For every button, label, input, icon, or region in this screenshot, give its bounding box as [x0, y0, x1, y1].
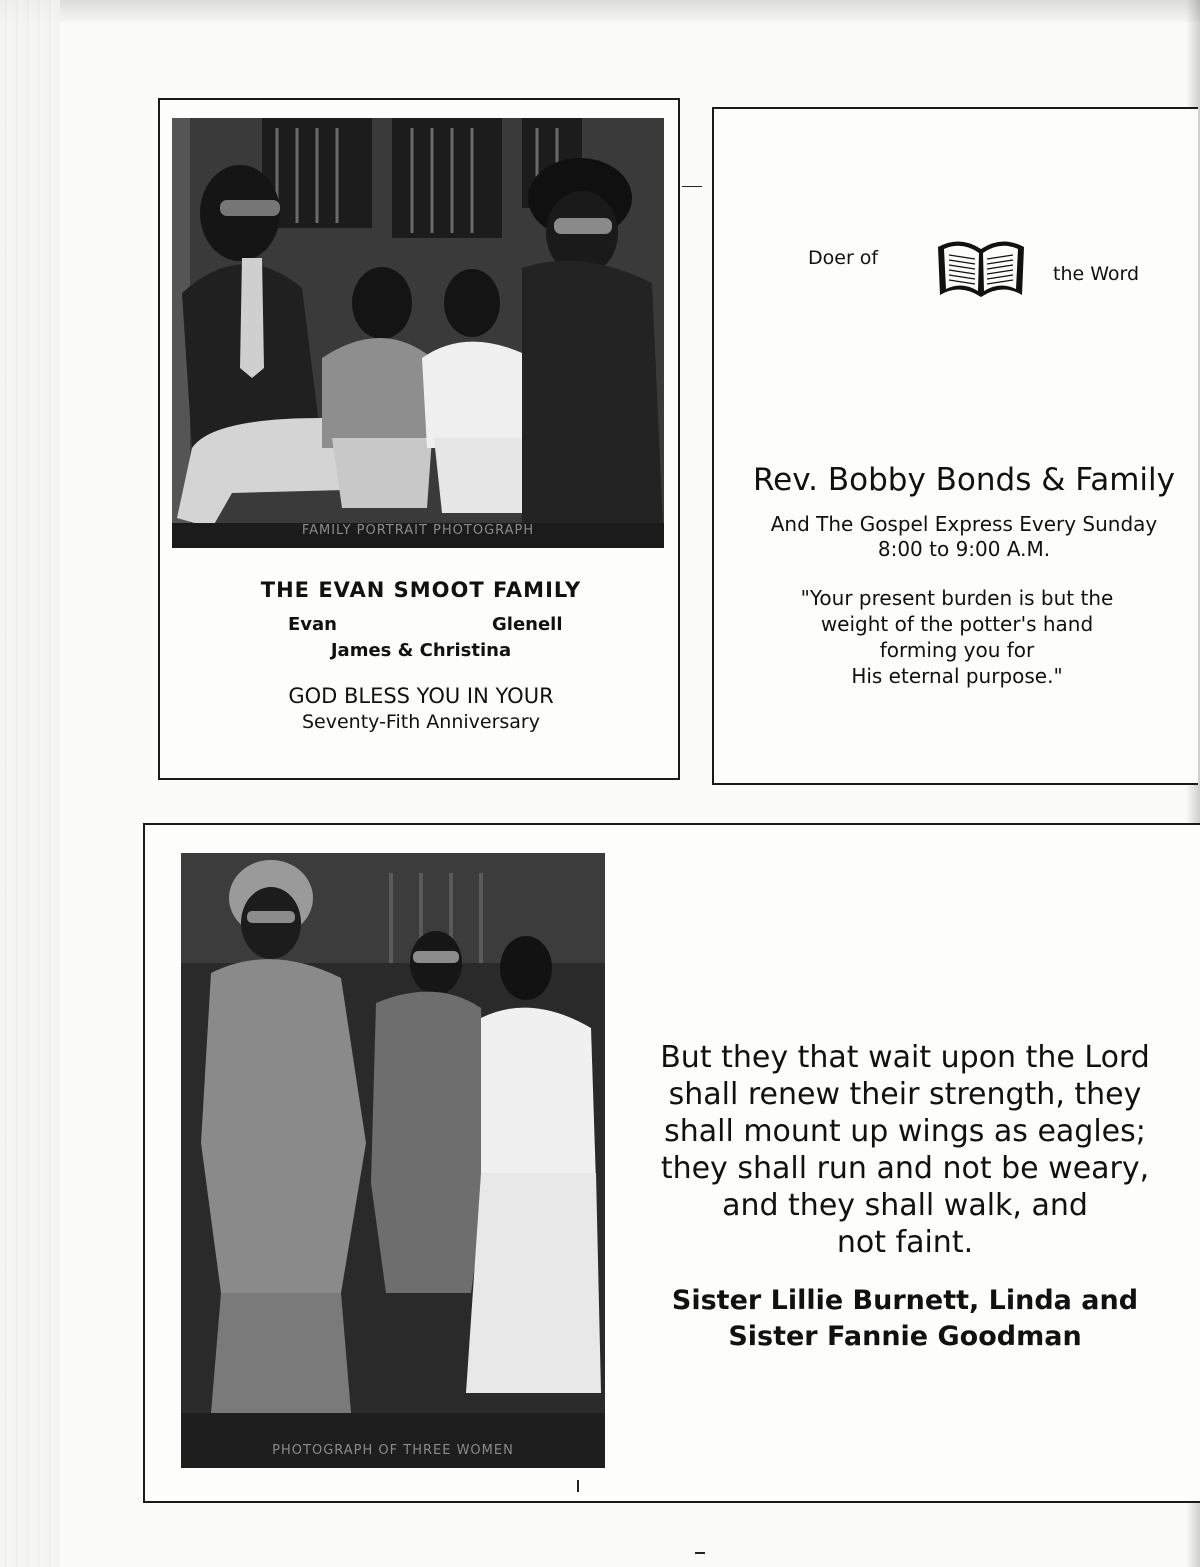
verse-line: and they shall walk, and — [722, 1188, 1088, 1223]
verse-line: they shall run and not be weary, — [660, 1151, 1150, 1186]
burnett-photo-art — [181, 853, 605, 1468]
quote-line: His eternal purpose." — [851, 664, 1063, 688]
bonds-family-ad — [712, 107, 1198, 785]
verse-line: shall renew their strength, they — [668, 1077, 1142, 1112]
stray-mark — [682, 186, 702, 187]
smoot-anniversary-line: Seventy-Fith Anniversary — [301, 711, 540, 733]
smoot-blessing-line: GOD BLESS YOU IN YOUR — [288, 684, 554, 708]
quote-line: forming you for — [879, 638, 1035, 662]
verse-line: shall mount up wings as eagles; — [664, 1114, 1146, 1149]
verse-line: But they that wait upon the Lord — [660, 1040, 1150, 1075]
smoot-photo-art — [172, 118, 664, 548]
sisters-line: Sister Lillie Burnett, Linda and — [671, 1285, 1139, 1316]
three-women-photo — [181, 853, 605, 1468]
stray-mark — [577, 1480, 579, 1492]
open-bible-icon — [932, 233, 1030, 305]
sisters-names — [640, 1283, 1170, 1355]
burnett-goodman-ad — [143, 823, 1200, 1503]
isaiah-verse — [640, 1039, 1170, 1261]
smoot-photo-label: FAMILY PORTRAIT PHOTOGRAPH — [301, 523, 535, 538]
sisters-line: Sister Fannie Goodman — [728, 1321, 1082, 1352]
smoot-children-names: James & Christina — [330, 640, 512, 661]
burnett-photo-label: PHOTOGRAPH OF THREE WOMEN — [272, 1443, 514, 1458]
the-word-text: the Word — [1053, 263, 1140, 285]
broadcast-time: 8:00 to 9:00 A.M. — [877, 537, 1051, 561]
smoot-name-glenell: Glenell — [492, 614, 563, 635]
gospel-express-line: And The Gospel Express Every Sunday — [770, 512, 1158, 536]
page-stack-edge — [0, 0, 60, 1567]
smoot-family-title: THE EVAN SMOOT FAMILY — [260, 578, 582, 602]
bonds-family-name: Rev. Bobby Bonds & Family — [753, 462, 1175, 498]
doer-of-text: Doer of — [808, 247, 879, 269]
verse-line: not faint. — [836, 1225, 974, 1260]
quote-line: weight of the potter's hand — [820, 612, 1094, 636]
smoot-name-evan: Evan — [288, 614, 337, 635]
stray-mark — [695, 1552, 705, 1554]
potter-quote — [714, 585, 1200, 689]
smoot-family-ad — [158, 98, 680, 780]
page-top-shadow — [0, 0, 1200, 22]
smoot-family-photo — [172, 118, 664, 548]
quote-line: "Your present burden is but the — [800, 586, 1114, 610]
